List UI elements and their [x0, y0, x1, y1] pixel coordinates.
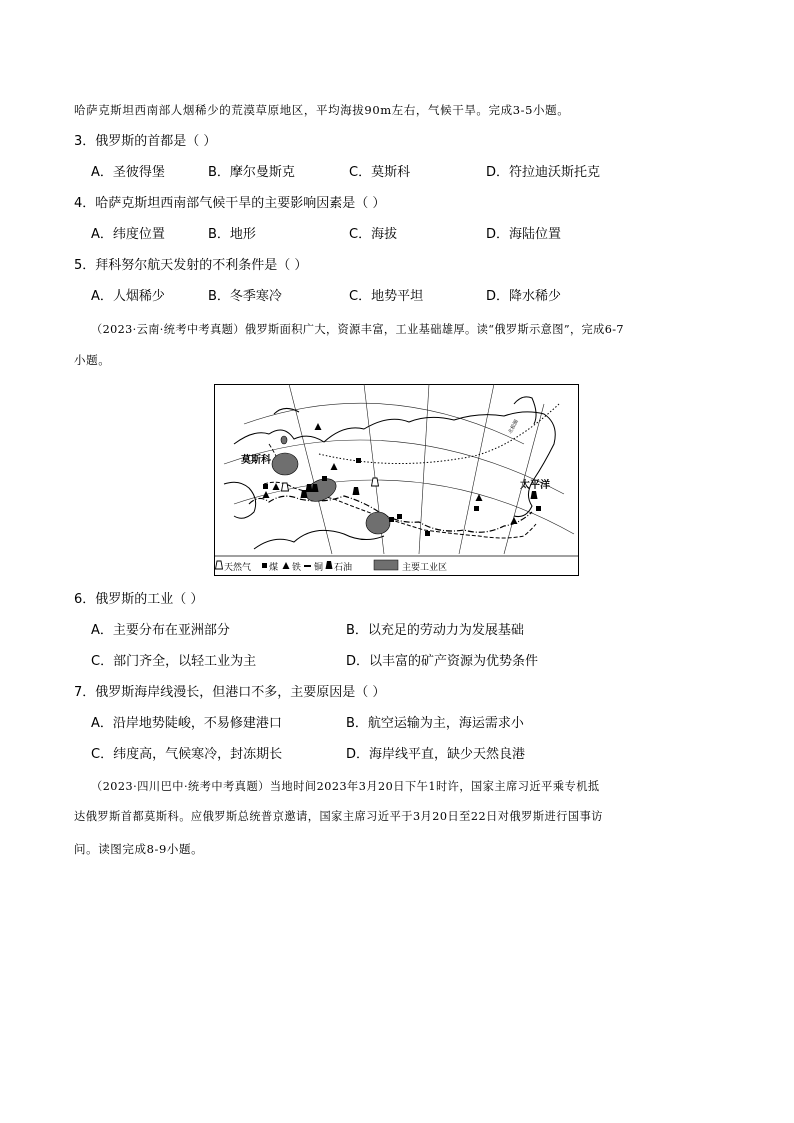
- question-7-stem: 7．俄罗斯海岸线漫长，但港口不多，主要原因是（ ）: [74, 685, 386, 700]
- passage-3-line-2: 达俄罗斯首都莫斯科。应俄罗斯总统普京邀请，国家主席习近平于3月20日至22日对俄罗斯进行国事访: [74, 810, 603, 823]
- question-3-stem: 3．俄罗斯的首都是（ ）: [74, 134, 217, 149]
- industrial-area-siberia: [366, 512, 390, 534]
- coal-marker: [397, 514, 402, 519]
- question-3-option-d: D．符拉迪沃斯托克: [486, 165, 601, 180]
- coal-marker: [389, 517, 394, 522]
- intro-text: 哈萨克斯坦西南部人烟稀少的荒漠草原地区，平均海拔90m左右，气候干旱。完成3-5小题。: [74, 103, 570, 117]
- coal-marker: [474, 506, 479, 511]
- passage-3-line-1: （2023·四川巴中·统考中考真题）当地时间2023年3月20日下午1时许，国家主席习近平乘专机抵: [91, 780, 600, 793]
- question-3-option-b: B．摩尔曼斯克: [208, 165, 295, 180]
- question-4-option-b: B．地形: [208, 227, 256, 242]
- question-6-option-b: B．以充足的劳动力为发展基础: [346, 623, 524, 638]
- legend-gas-label: 天然气: [224, 563, 252, 573]
- map-label-moscow: 莫斯科: [241, 455, 271, 466]
- coal-marker: [322, 476, 327, 481]
- industrial-area-north: [281, 436, 287, 444]
- legend-industrial-icon: [374, 560, 398, 570]
- question-3-option-a: A．圣彼得堡: [91, 165, 165, 180]
- legend-industrial-label: 主要工业区: [402, 563, 448, 573]
- question-7-option-a: A．沿岸地势陡峻，不易修建港口: [91, 716, 282, 731]
- question-4-option-c: C．海拔: [349, 227, 398, 242]
- question-7-option-c: C．纬度高，气候寒冷，封冻期长: [91, 747, 283, 762]
- question-3-option-c: C．莫斯科: [349, 165, 411, 180]
- russia-map: [214, 384, 579, 576]
- coal-marker: [263, 484, 268, 489]
- legend-iron-label: 铁: [292, 563, 302, 573]
- question-4-stem: 4．哈萨克斯坦西南部气候干旱的主要影响因素是（ ）: [74, 196, 386, 211]
- passage-2-line-2: 小题。: [74, 353, 111, 367]
- industrial-area-moscow: [272, 453, 298, 475]
- passage-3-line-3: 问。读图完成8-9小题。: [74, 842, 204, 856]
- gas-marker: [282, 483, 289, 491]
- question-6-option-c: C．部门齐全，以轻工业为主: [91, 654, 257, 669]
- question-4-option-a: A．纬度位置: [91, 227, 165, 242]
- question-6-option-d: D．以丰富的矿产资源为优势条件: [346, 654, 539, 669]
- question-5-option-c: C．地势平坦: [349, 289, 424, 304]
- question-5-option-a: A．人烟稀少: [91, 289, 165, 304]
- question-6-option-a: A．主要分布在亚洲部分: [91, 623, 230, 638]
- coal-marker: [356, 458, 361, 463]
- legend-coal-icon: [262, 563, 267, 568]
- question-7-option-d: D．海岸线平直，缺少天然良港: [346, 747, 526, 762]
- question-5-option-d: D．降水稀少: [486, 289, 562, 304]
- coal-marker: [425, 531, 430, 536]
- question-6-stem: 6．俄罗斯的工业（ ）: [74, 592, 204, 607]
- map-label-pacific: 太平洋: [520, 480, 550, 491]
- coal-marker: [536, 506, 541, 511]
- legend-copper-label: 铜: [314, 563, 324, 573]
- legend-oil-label: 石油: [334, 563, 353, 573]
- gas-marker: [372, 478, 379, 486]
- legend-gas-icon: [216, 561, 223, 569]
- legend-coal-label: 煤: [269, 563, 279, 573]
- legend-copper-icon: [304, 565, 311, 567]
- question-4-option-d: D．海陆位置: [486, 227, 562, 242]
- passage-2-line-1: （2023·云南·统考中考真题）俄罗斯面积广大，资源丰富，工业基础雄厚。读“俄罗斯示意图”，完成6-7: [91, 323, 624, 336]
- question-5-stem: 5．拜科努尔航天发射的不利条件是（ ）: [74, 258, 308, 273]
- map-label-arctic-circle: 北极圈: [507, 418, 520, 435]
- question-7-option-b: B．航空运输为主，海运需求小: [346, 716, 524, 731]
- question-5-option-b: B．冬季寒冷: [208, 289, 282, 304]
